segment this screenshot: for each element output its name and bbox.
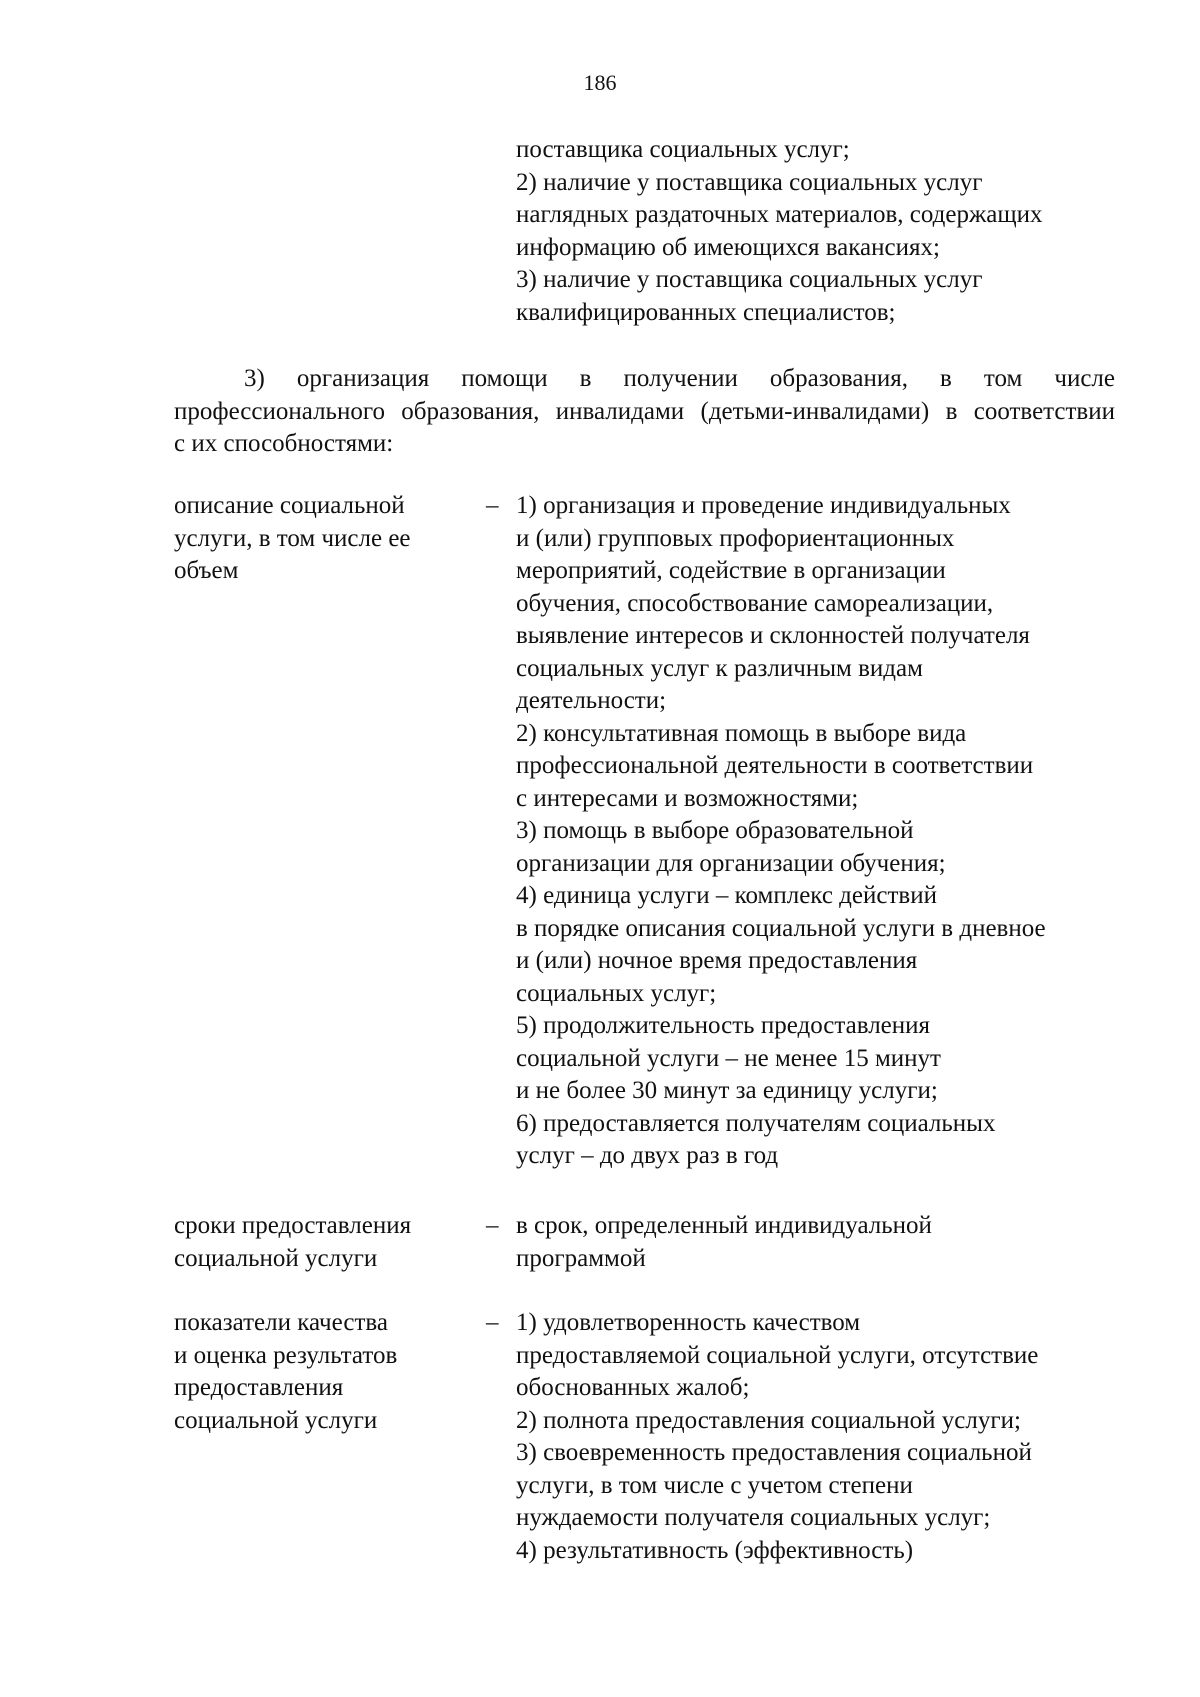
- value-line: предоставляемой социальной услуги, отсутствие: [516, 1341, 1039, 1369]
- value-line: услуг – до двух раз в год: [516, 1142, 779, 1169]
- value-line: социальной услуги – не менее 15 минут: [516, 1044, 941, 1072]
- paragraph-line: с их способностями:: [174, 430, 394, 457]
- text-line: информацию об имеющихся вакансиях;: [516, 233, 940, 261]
- value-line: 1) организация и проведение индивидуальных: [516, 492, 1011, 519]
- value-line: в срок, определенный индивидуальной: [516, 1212, 932, 1239]
- value-line: организации для организации обучения;: [516, 849, 946, 877]
- row-dash: –: [486, 1309, 499, 1336]
- row-label: [174, 1307, 474, 1437]
- value-line: программой: [516, 1244, 646, 1272]
- label-line: сроки предоставления: [174, 1212, 412, 1239]
- label-line: услуги, в том числе ее: [174, 524, 411, 552]
- value-line: 4) результативность (эффективность): [516, 1536, 914, 1564]
- value-line: 3) помощь в выборе образовательной: [516, 817, 914, 844]
- value-line: социальных услуг;: [516, 979, 717, 1007]
- row-label: [174, 490, 474, 588]
- value-line: 2) полнота предоставления социальной услуги;: [516, 1406, 1021, 1434]
- value-line: и не более 30 минут за единицу услуги;: [516, 1077, 938, 1104]
- value-line: обучения, способствование самореализации,: [516, 589, 994, 617]
- value-line: 6) предоставляется получателям социальных: [516, 1109, 996, 1137]
- row-dash: –: [486, 1212, 499, 1239]
- paragraph-line: профессионального образования, инвалидами (детьми-инвалидами) в соответствии: [174, 397, 1115, 425]
- value-line: 4) единица услуги – комплекс действий: [516, 882, 937, 909]
- row-value: [516, 490, 1156, 1173]
- row-value: [516, 1210, 1156, 1275]
- text-line: 2) наличие у поставщика социальных услуг: [516, 168, 983, 196]
- value-line: в порядке описания социальной услуги в дневное: [516, 914, 1046, 942]
- label-line: предоставления: [174, 1374, 344, 1401]
- text-line: квалифицированных специалистов;: [516, 298, 896, 326]
- value-line: мероприятий, содействие в организации: [516, 557, 946, 584]
- label-line: и оценка результатов: [174, 1341, 398, 1369]
- label-line: показатели качества: [174, 1309, 388, 1336]
- value-line: услуги, в том числе с учетом степени: [516, 1471, 913, 1499]
- value-line: нуждаемости получателя социальных услуг;: [516, 1504, 991, 1531]
- value-line: и (или) ночное время предоставления: [516, 947, 918, 974]
- value-line: с интересами и возможностями;: [516, 784, 859, 812]
- row-value: [516, 1307, 1156, 1567]
- label-line: объем: [174, 557, 239, 584]
- value-line: 5) продолжительность предоставления: [516, 1012, 931, 1039]
- value-line: деятельности;: [516, 687, 667, 714]
- value-line: 3) своевременность предоставления социальной: [516, 1439, 1032, 1466]
- label-line: описание социальной: [174, 492, 405, 519]
- page-number: 186: [583, 70, 617, 95]
- value-line: 1) удовлетворенность качеством: [516, 1309, 861, 1336]
- label-line: социальной услуги: [174, 1406, 378, 1434]
- value-line: 2) консультативная помощь в выборе вида: [516, 719, 967, 747]
- row-label: [174, 1210, 474, 1275]
- paragraph-line: 3) организация помощи в получении образования, в том числе: [244, 365, 1115, 392]
- value-line: и (или) групповых профориентационных: [516, 524, 955, 552]
- text-line: наглядных раздаточных материалов, содержащих: [516, 201, 1043, 228]
- row-dash: –: [486, 492, 499, 519]
- value-line: обоснованных жалоб;: [516, 1374, 750, 1401]
- label-line: социальной услуги: [174, 1244, 378, 1272]
- value-line: профессиональной деятельности в соответствии: [516, 752, 1034, 779]
- value-line: выявление интересов и склонностей получателя: [516, 622, 1030, 649]
- section-paragraph: [174, 363, 1115, 461]
- value-line: социальных услуг к различным видам: [516, 654, 923, 682]
- text-line: 3) наличие у поставщика социальных услуг: [516, 266, 983, 293]
- top-continuation-block: [516, 134, 1136, 329]
- text-line: поставщика социальных услуг;: [516, 136, 850, 163]
